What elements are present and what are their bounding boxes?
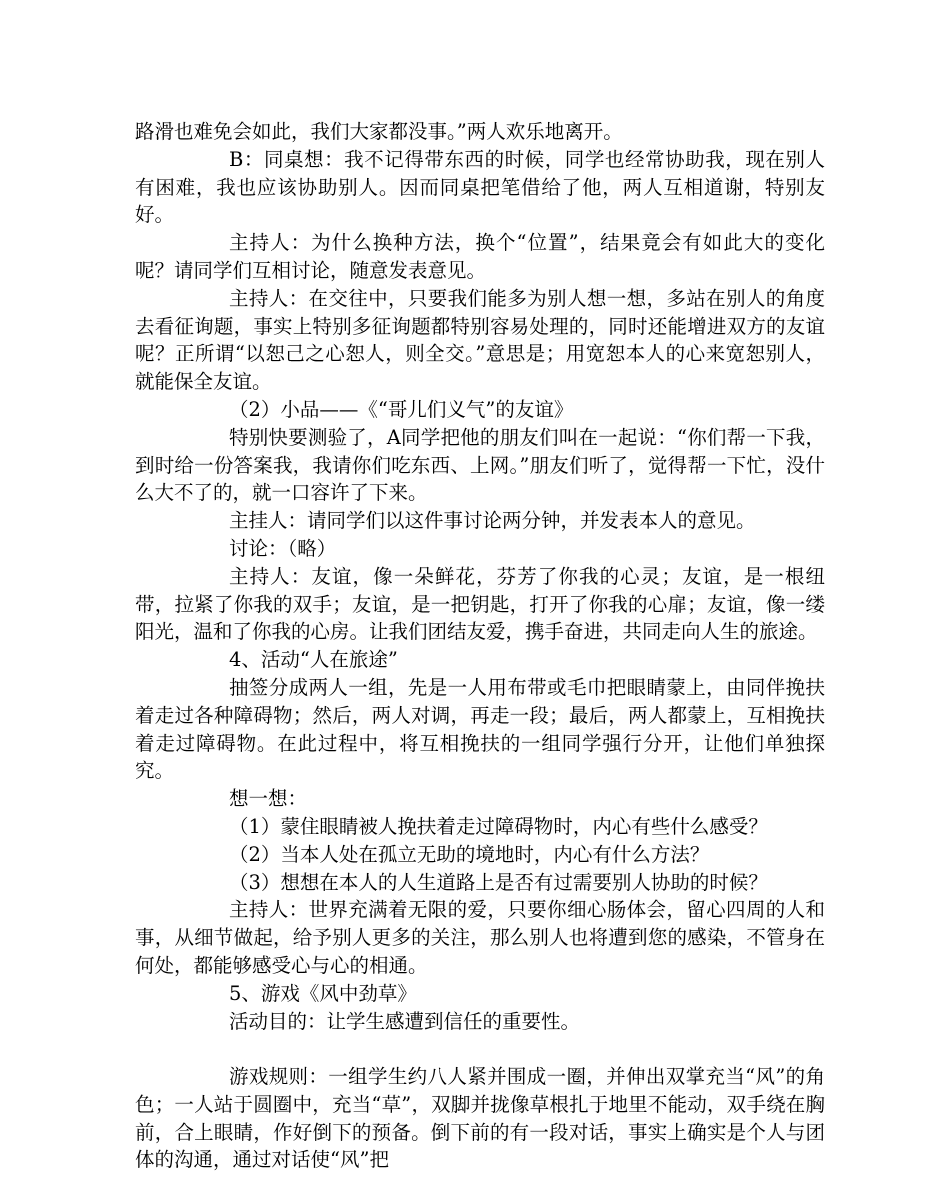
list-item: （2）当本人处在孤立无助的境地时，内心有什么方法？ (229, 842, 710, 866)
paragraph: 想一想： (229, 787, 308, 811)
paragraph: 特别快要测验了，A同学把他的朋友们叫在一起说：“你们帮一下我，到时给一份答案我，我请你们吃东西、上网。”朋友们听了，觉得帮一下忙，没什么大不了的，就一口容许了下来。 (135, 425, 825, 505)
document-body (135, 118, 825, 1174)
list-item: （3）想想在本人的人生道路上是否有过需要别人协助的时候？ (229, 870, 768, 894)
paragraph: B：同桌想：我不记得带东西的时候，同学也经常协助我，现在别人有困难，我也应该协助别人。因而同桌把笔借给了他，两人互相道谢，特别友好。 (135, 147, 825, 227)
paragraph: 主持人：在交往中，只要我们能多为别人想一想，多站在别人的角度去看征询题，事实上特别多征询题都特别容易处理的，同时还能增进双方的友谊呢？正所谓“以恕己之心恕人，则全交。”意思是；用宽恕本人的心来宽恕别人，就能保全友谊。 (135, 286, 825, 394)
paragraph: 主挂人：请同学们以这件事讨论两分钟，并发表本人的意见。 (229, 509, 756, 533)
paragraph: 主持人：世界充满着无限的爱，只要你细心肠体会，留心四周的人和事，从细节做起，给予别人更多的关注，那么别人也将遭到您的感染，不管身在何处，都能够感受心与心的相通。 (135, 898, 825, 977)
list-item: （1）蒙住眼睛被人挽扶着走过障碍物时，内心有些什么感受？ (229, 814, 768, 838)
section-heading: 4、活动“人在旅途” (229, 648, 398, 672)
section-heading: 5、游戏《风中劲草》 (229, 981, 417, 1005)
paragraph: 活动目的：让学生感遭到信任的重要性。 (229, 1009, 581, 1033)
paragraph: 主持人：友谊，像一朵鲜花，芬芳了你我的心灵；友谊，是一根纽带，拉紧了你我的双手；友谊，是一把钥匙，打开了你我的心扉；友谊，像一缕阳光，温和了你我的心房。让我们团结友爱，携手奋进，共同走向人生的旅途。 (135, 564, 825, 644)
blank-line (135, 1035, 825, 1063)
paragraph: 讨论：（略） (229, 536, 337, 560)
paragraph: 抽签分成两人一组，先是一人用布带或毛巾把眼睛蒙上，由同伴挽扶着走过各种障碍物；然后，两人对调，再走一段；最后，两人都蒙上，互相挽扶着走过障碍物。在此过程中，将互相挽扶的一组同学强行分开，让他们单独探究。 (135, 675, 825, 783)
paragraph: 游戏规则：一组学生约八人紧并围成一圈，并伸出双掌充当“风”的角色；一人站于圆圈中，充当“草”，双脚并拢像草根扎于地里不能动，双手绕在胸前，合上眼睛，作好倒下的预备。倒下前的有一段对话，事实上确实是个人与团体的沟通，通过对话使“风”把 (135, 1065, 825, 1172)
paragraph: 路滑也难免会如此，我们大家都没事。”两人欢乐地离开。 (135, 120, 623, 143)
paragraph: 主持人：为什么换种方法，换个“位置”，结果竟会有如此大的变化呢？请同学们互相讨论，随意发表意见。 (135, 231, 825, 282)
section-heading: （2）小品——《“哥儿们义气”的友谊》 (229, 397, 574, 421)
